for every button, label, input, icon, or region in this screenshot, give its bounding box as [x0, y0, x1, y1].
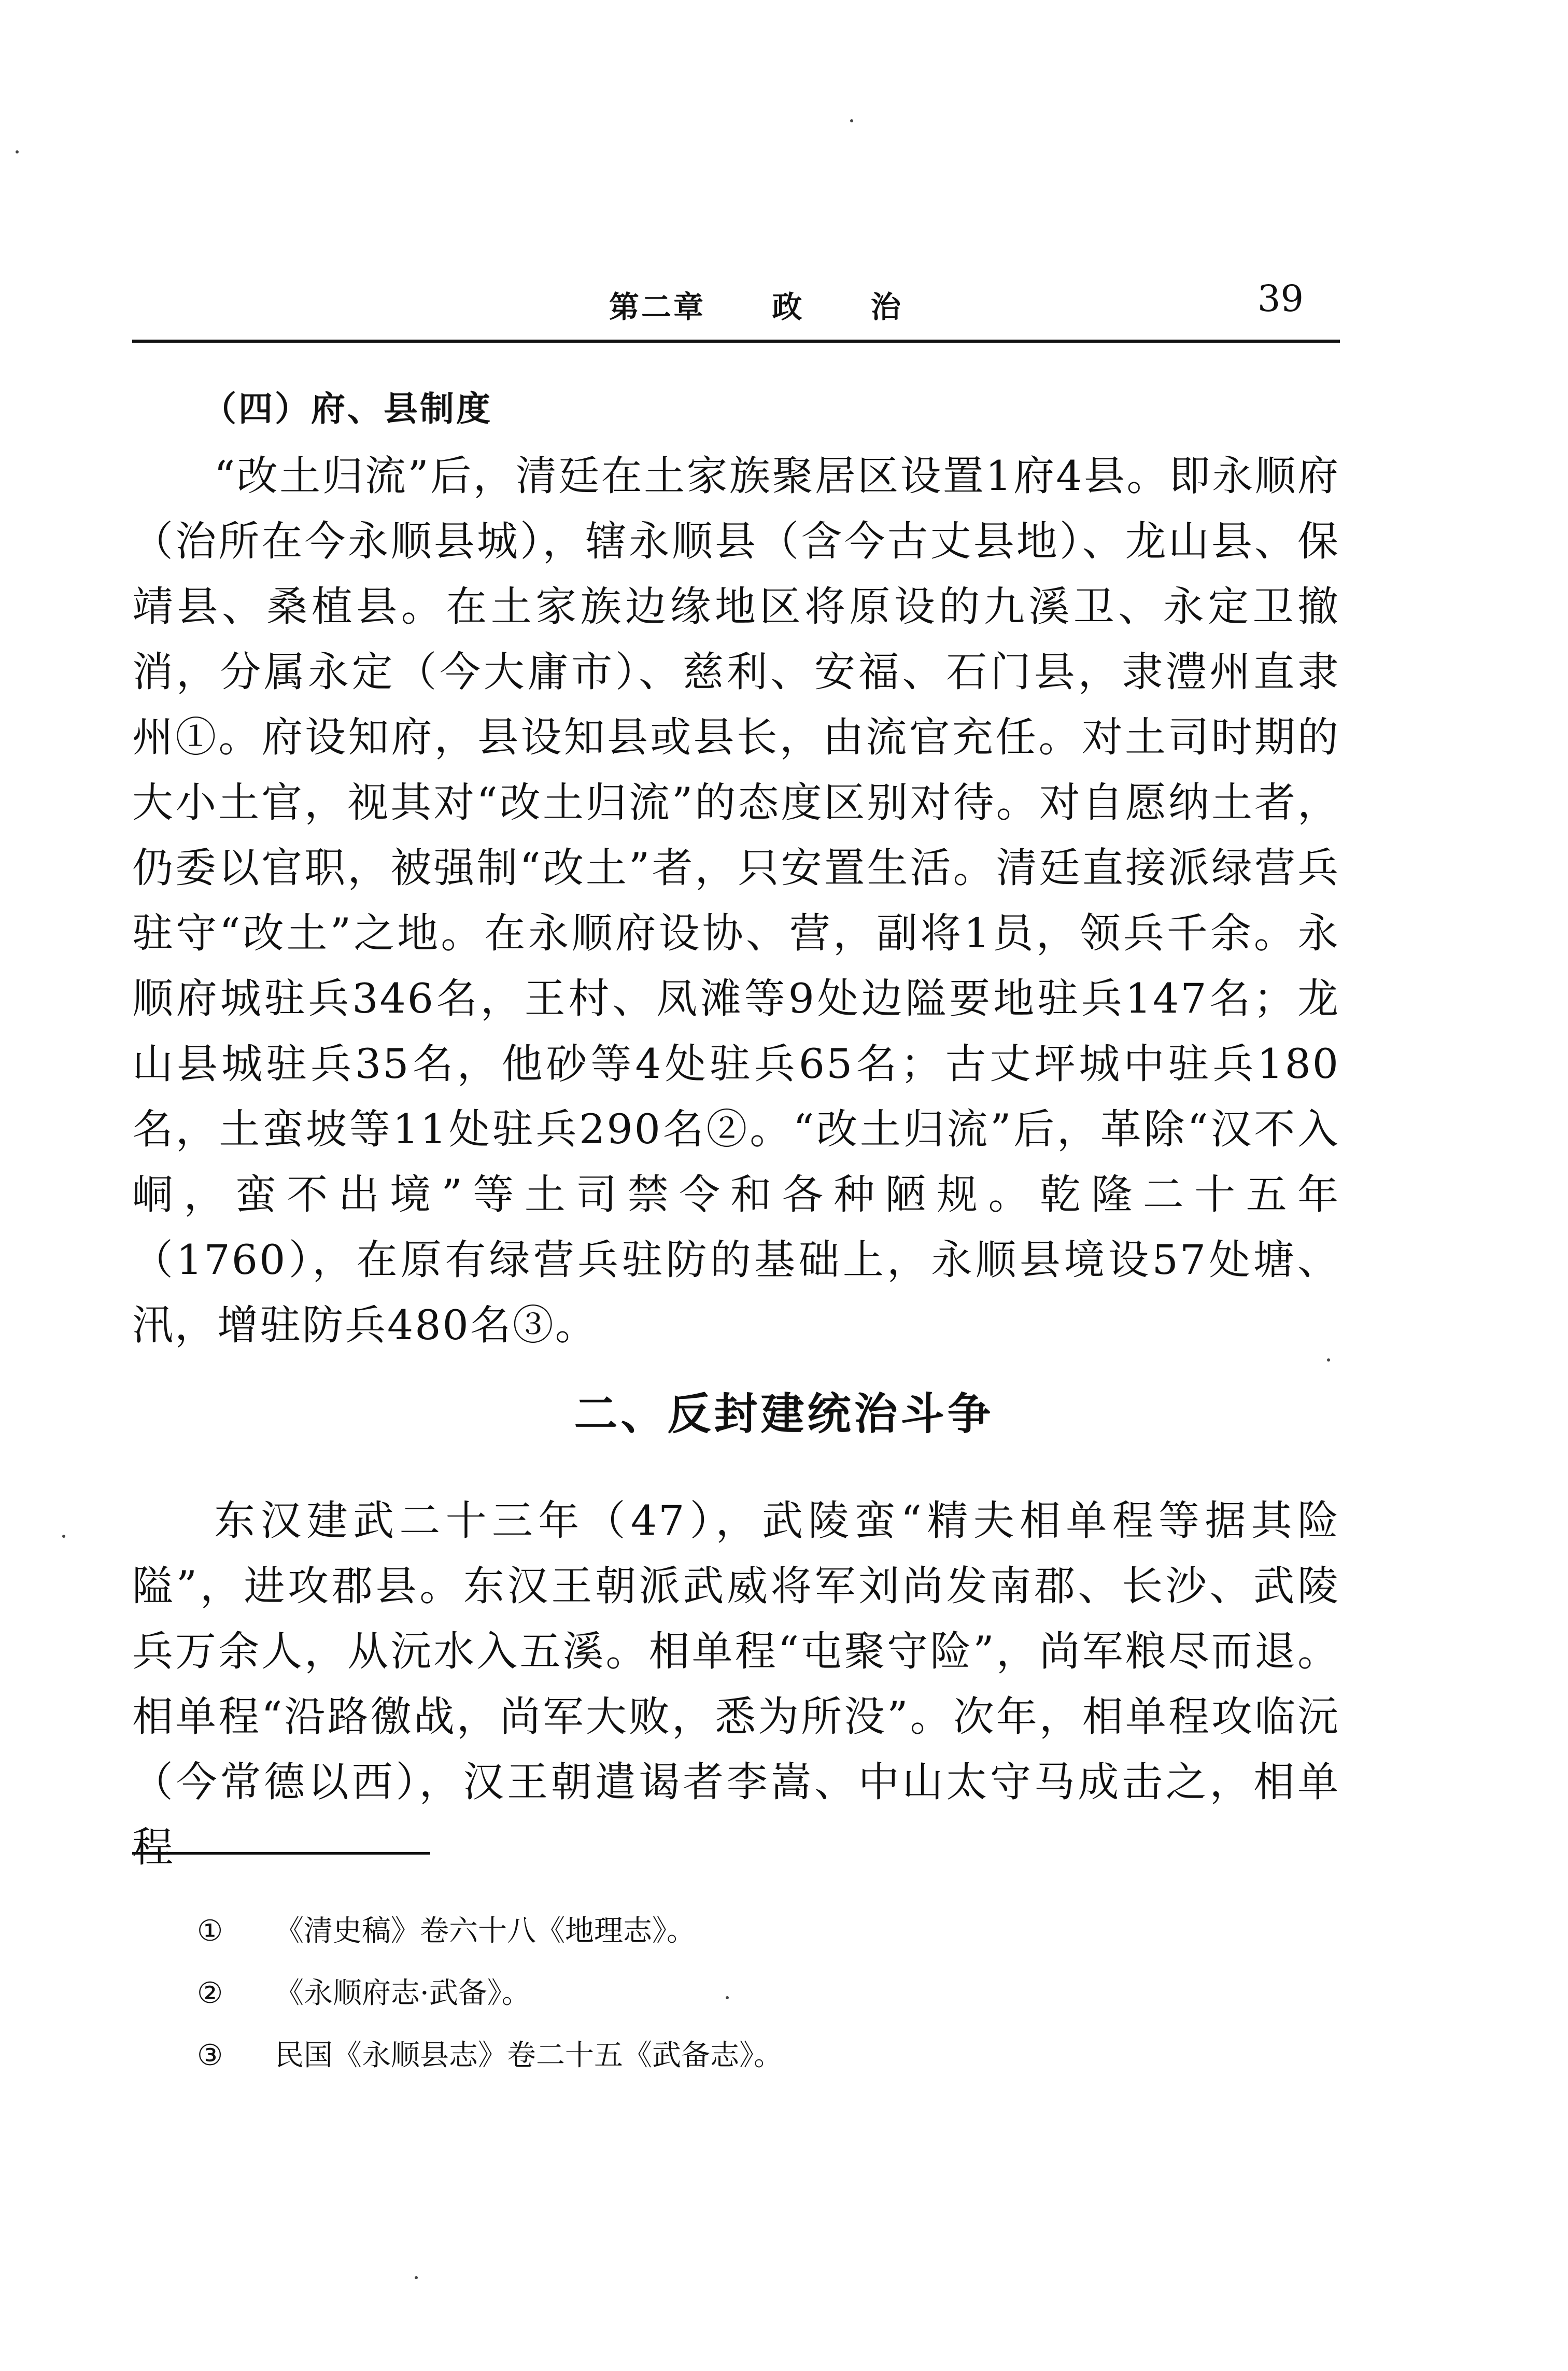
- header-rule: [132, 340, 1340, 343]
- footnote-text: 《永顺府志·武备》。: [275, 1976, 531, 2010]
- footnote: [197, 2025, 1234, 2087]
- page-number: 39: [1257, 277, 1304, 320]
- subsection-body: [132, 443, 1340, 1358]
- scan-speck: [1327, 1358, 1330, 1362]
- footnote: [197, 1900, 1234, 1962]
- scan-speck: [726, 1996, 729, 1999]
- scan-speck: [16, 150, 19, 153]
- footnote-text: 《清史稿》卷六十八《地理志》。: [275, 1914, 696, 1948]
- running-header: [132, 272, 1340, 329]
- chapter-title: 第二章 政 治: [609, 289, 903, 325]
- footnote-text: 民国《永顺县志》卷二十五《武备志》。: [275, 2039, 783, 2072]
- scan-speck: [850, 119, 853, 122]
- section-heading: 二、反封建统治斗争: [574, 1388, 994, 1439]
- footnote-mark: ③: [197, 2039, 223, 2072]
- footnotes: [197, 1900, 1234, 2087]
- footnote: [197, 1962, 1234, 2025]
- body-paragraph: “改土归流”后，清廷在土家族聚居区设置1府4县。即永顺府（治所在今永顺县城），辖永顺县（含今古丈县地）、龙山县、保靖县、桑植县。在土家族边缘地区将原设的九溪卫、永定卫撤消，分属永定（今大庸市）、慈利、安福、石门县，隶澧州直隶州①。府设知府，县设知县或县长，由流官充任。对土司时期的大小土官，视其对“改土归流”的态度区别对待。对自愿纳土者，仍委以官职，被强制“改土”者，只安置生活。清廷直接派绿营兵驻守“改土”之地。在永顺府设协、营，副将1员，领兵千余。永顺府城驻兵346名，王村、凤滩等9处边隘要地驻兵147名；龙山县城驻兵35名，他砂等4处驻兵65名；古丈坪城中驻兵180名，土蛮坡等11处驻兵290名②。“改土归流”后，革除“汉不入峒，蛮不出境”等土司禁令和各种陋规。乾隆二十五年（1760），在原有绿营兵驻防的基础上，永顺县境设57处塘、汛，增驻防兵480名③。: [132, 452, 1340, 1349]
- body-paragraph: 东汉建武二十三年（47），武陵蛮“精夫相单程等据其险隘”，进攻郡县。东汉王朝派武威将军刘尚发南郡、长沙、武陵兵万余人，从沅水入五溪。相单程“屯聚守险”，尚军粮尽而退。相单程“沿路徼战，尚军大败，悉为所没”。次年，相单程攻临沅（今常德以西），汉王朝遣谒者李嵩、中山太守马成击之，相单程: [132, 1497, 1340, 1871]
- section-body: [132, 1488, 1340, 1880]
- footnote-mark: ②: [197, 1976, 223, 2010]
- subsection-heading: （四）府、县制度: [202, 389, 492, 429]
- scan-speck: [415, 2276, 418, 2279]
- scan-speck: [62, 1535, 65, 1538]
- footnote-mark: ①: [197, 1914, 223, 1948]
- footnote-rule: [132, 1852, 430, 1855]
